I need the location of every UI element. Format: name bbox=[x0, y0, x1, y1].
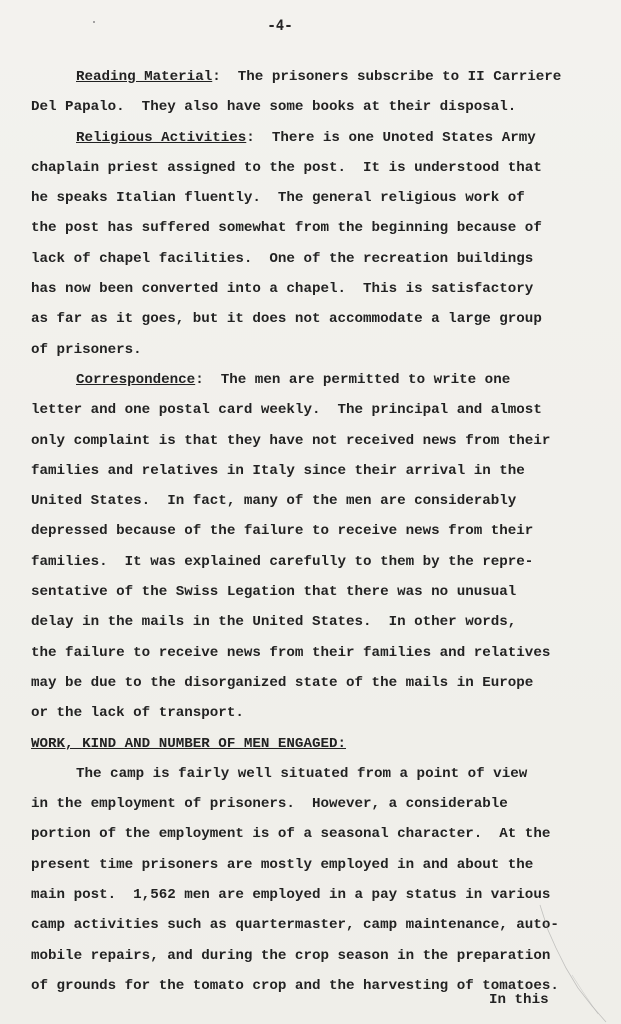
section-heading-religious-activities: Religious Activities bbox=[76, 129, 247, 146]
text-line: The camp is fairly well situated from a point of view bbox=[76, 765, 528, 782]
text-line: sentative of the Swiss Legation that there was no unusual bbox=[31, 584, 517, 601]
text-line: present time prisoners are mostly employed in and about the bbox=[31, 856, 534, 873]
text-line: camp activities such as quartermaster, camp maintenance, auto- bbox=[31, 917, 559, 934]
section-heading-correspondence: Correspondence bbox=[76, 371, 196, 388]
text-line: families. It was explained carefully to them by the repre- bbox=[31, 553, 534, 570]
text-line: the failure to receive news from their families and relatives bbox=[31, 644, 551, 661]
text-line: delay in the mails in the United States. In other words, bbox=[31, 614, 517, 631]
text-fragment: : The prisoners subscribe to II Carriere bbox=[212, 69, 562, 85]
text-line bbox=[31, 123, 606, 153]
text-line: depressed because of the failure to receive news from their bbox=[31, 523, 534, 540]
text-line: mobile repairs, and during the crop season in the preparation bbox=[31, 947, 551, 964]
text-line: he speaks Italian fluently. The general religious work of bbox=[31, 190, 525, 207]
text-line: the post has suffered somewhat from the beginning because of bbox=[31, 220, 542, 237]
text-line: or the lack of transport. bbox=[31, 705, 244, 722]
text-line: portion of the employment is of a seasonal character. At the bbox=[31, 826, 551, 843]
text-line: letter and one postal card weekly. The principal and almost bbox=[31, 402, 542, 419]
text-line: lack of chapel facilities. One of the recreation buildings bbox=[31, 250, 534, 267]
text-line: has now been converted into a chapel. This is satisfactory bbox=[31, 281, 534, 298]
text-line: may be due to the disorganized state of the mails in Europe bbox=[31, 674, 534, 691]
document-body bbox=[31, 62, 606, 1001]
text-line bbox=[31, 729, 606, 759]
text-line bbox=[31, 365, 606, 395]
text-fragment: : There is one Unoted States Army bbox=[246, 129, 536, 146]
continuation-text: In this bbox=[489, 992, 549, 1008]
section-heading-reading-material: Reading Material bbox=[76, 69, 213, 85]
section-heading-work: WORK, KIND AND NUMBER OF MEN ENGAGED: bbox=[31, 735, 347, 752]
text-line: United States. In fact, many of the men are considerably bbox=[31, 493, 517, 510]
text-line: only complaint is that they have not received news from their bbox=[31, 432, 551, 449]
text-line: as far as it goes, but it does not accommodate a large group bbox=[31, 311, 542, 328]
text-line bbox=[31, 62, 606, 92]
text-line: in the employment of prisoners. However, a considerable bbox=[31, 796, 508, 813]
text-line: of prisoners. bbox=[31, 341, 142, 358]
text-line: families and relatives in Italy since their arrival in the bbox=[31, 462, 525, 479]
text-line: chaplain priest assigned to the post. It is understood that bbox=[31, 159, 542, 176]
text-line: of grounds for the tomato crop and the harvesting of tomatoes. bbox=[31, 977, 559, 994]
page-number: -4- bbox=[267, 18, 293, 34]
text-fragment: : The men are permitted to write one bbox=[195, 371, 511, 388]
text-line: Del Papalo. They also have some books at their disposal. bbox=[31, 99, 517, 116]
text-line: main post. 1,562 men are employed in a pay status in various bbox=[31, 887, 551, 904]
